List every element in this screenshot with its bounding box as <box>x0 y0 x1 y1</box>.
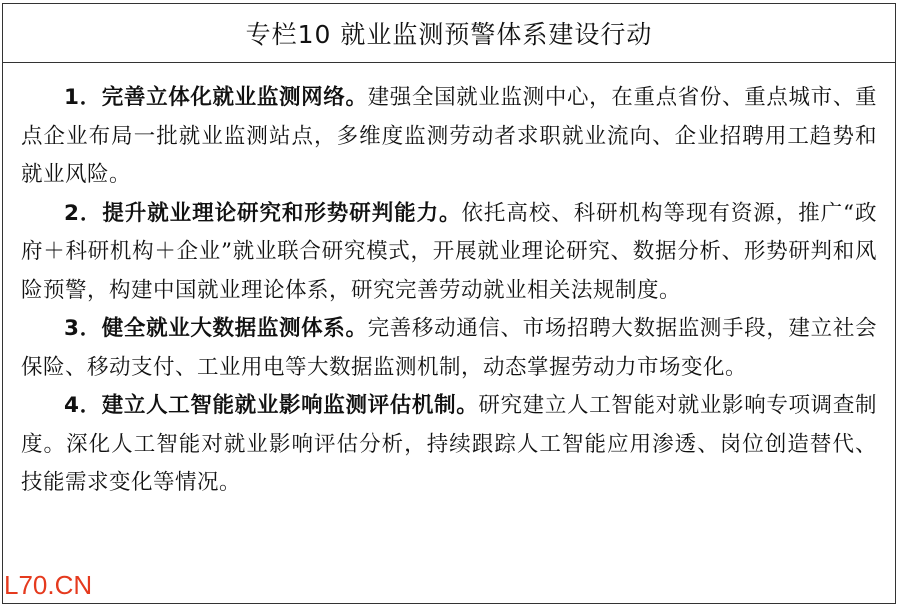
action-item-body: 依托高校、科研机构等现有资源，推广“政府＋科研机构＋企业”就业联合研究模式，开展就业理论研究、数据分析、形势研判和风险预警，构建中国就业理论体系，研究完善劳动就业相关法规制度。 <box>21 200 877 303</box>
action-item-heading: 1．完善立体化就业监测网络。 <box>64 85 368 110</box>
action-item-1 <box>21 79 877 195</box>
action-item-body: 研究建立人工智能对就业影响专项调查制度。深化人工智能对就业影响评估分析，持续跟踪人工智能应用渗透、岗位创造替代、技能需求变化等情况。 <box>21 393 877 495</box>
action-item-body: 建强全国就业监测中心，在重点省份、重点城市、重点企业布局一批就业监测站点，多维度监测劳动者求职就业流向、企业招聘用工趋势和就业风险。 <box>21 85 877 187</box>
action-item-heading: 3．健全就业大数据监测体系。 <box>64 316 368 341</box>
column-content <box>3 63 895 503</box>
column-box <box>2 3 896 604</box>
action-item-heading: 2．提升就业理论研究和形势研判能力。 <box>64 200 462 226</box>
action-item-heading: 4．建立人工智能就业影响监测评估机制。 <box>64 393 479 418</box>
action-item-3 <box>21 310 877 387</box>
column-title: 专栏10 就业监测预警体系建设行动 <box>3 4 895 63</box>
site-watermark: L70.CN <box>4 570 93 600</box>
action-item-4 <box>21 387 877 503</box>
action-item-2 <box>21 195 877 311</box>
action-item-body: 完善移动通信、市场招聘大数据监测手段，建立社会保险、移动支付、工业用电等大数据监测机制，动态掌握劳动力市场变化。 <box>21 316 877 380</box>
